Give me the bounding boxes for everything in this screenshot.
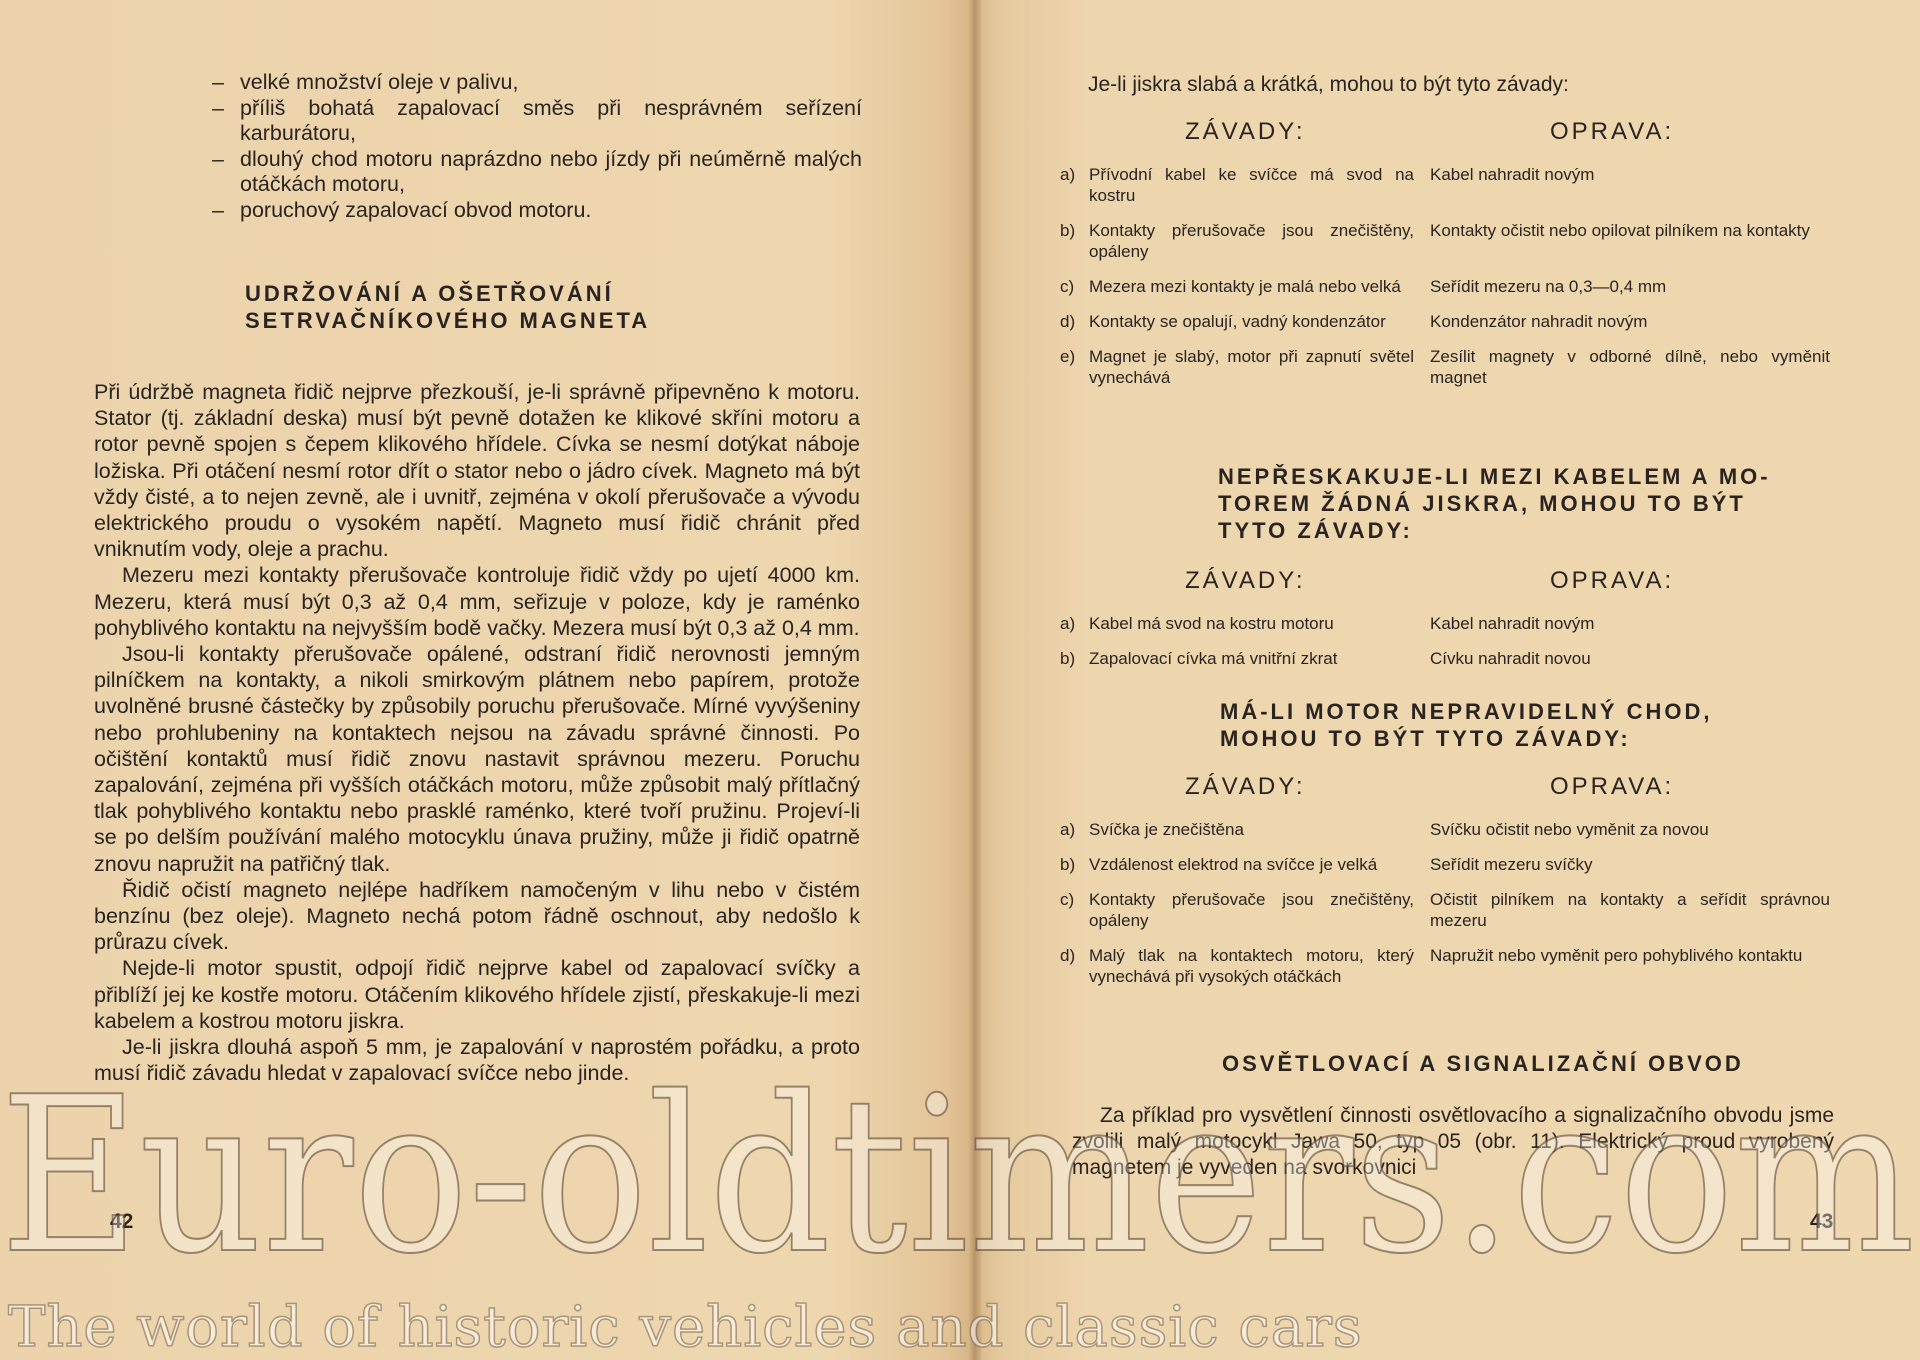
- repair-text: Seřídit mezeru svíčky: [1430, 855, 1593, 874]
- intro-sentence: Je-li jiskra slabá a krátká, mohou to být tyto závady:: [1088, 73, 1569, 96]
- table-row: [1060, 220, 1840, 262]
- row-label: d): [1060, 946, 1076, 965]
- page-number-right: 43: [1810, 1210, 1834, 1233]
- column-header-repair: OPRAVA:: [1550, 118, 1675, 145]
- row-label: c): [1060, 277, 1075, 296]
- row-label: a): [1060, 614, 1076, 633]
- table-row: [1060, 613, 1840, 634]
- fault-text: Svíčka je znečištěna: [1089, 820, 1244, 839]
- paragraph: Jsou-li kontakty přerušovače opálené, odstraní řidič nerovnosti jemným pilníčkem na kontakty, a nikoli smirkovým plátnem nebo papírem, protože uvolněné brusné částečky by způsobily poruchu přerušovače. Mírné vyvýšeniny nebo prohlubeniny na kontaktech nejsou na závadu správné činnosti. Po očištění kontaktů musí řidič znovu nastavit správnou mezeru. Poruchu zapalování, zejména při vyšších otáčkách motoru, může způsobit malý přítlačný tlak pohyblivého kontaktu nebo prasklé raménko, které tvoří pružinu. Projeví-li se po delším používání malého motocyklu únava pružiny, může ji řidič opatrně znovu napružit na patřičný tlak.: [94, 642, 860, 876]
- fault-table-weak-spark: [1060, 118, 1840, 388]
- paragraph: Nejde-li motor spustit, odpojí řidič nejprve kabel od zapalovací svíčky a přiblíží jej ke kostře motoru. Otáčením klikového hřídele zjistí, přeskakuje-li mezi kabelem a kostrou motoru jiskra.: [94, 956, 860, 1033]
- column-header-repair: OPRAVA:: [1550, 567, 1675, 594]
- column-header-faults: ZÁVADY:: [1185, 773, 1306, 800]
- section-heading-no-spark: [1218, 463, 1838, 544]
- heading-line: TOREM ŽÁDNÁ JISKRA, MOHOU TO BÝT: [1218, 491, 1746, 516]
- heading-line: NEPŘESKAKUJE-LI MEZI KABELEM A MO-: [1218, 464, 1771, 489]
- section-heading-lighting: OSVĚTLOVACÍ A SIGNALIZAČNÍ OBVOD: [1222, 1051, 1744, 1076]
- paragraph: Řidič očistí magneto nejlépe hadříkem namočeným v lihu nebo v čistém benzínu (bez oleje). Magneto nechá potom řádně oschnout, aby nedošlo k průrazu cívek.: [94, 877, 860, 955]
- section-heading-magneto: [245, 280, 845, 334]
- fault-text: Zapalovací cívka má vnitřní zkrat: [1089, 649, 1338, 668]
- fault-text: Kontakty se opalují, vadný kondenzátor: [1089, 312, 1386, 331]
- repair-text: Kabel nahradit novým: [1430, 614, 1595, 633]
- table-row: [1060, 164, 1840, 206]
- table-row: [1060, 819, 1840, 840]
- list-item: – velké množství oleje v palivu,: [212, 70, 862, 96]
- table-row: [1060, 945, 1840, 987]
- paragraph: Mezeru mezi kontakty přerušovače kontroluje řidič vždy po ujetí 4000 km. Mezeru, která musí být 0,3 až 0,4 mm, seřizuje v poloze, kdy je raménko pohyblivého kontaktu na nejvyšším bodě vačky. Mezera musí být 0,3 až 0,4 mm.: [94, 563, 860, 640]
- watermark-logo: [0, 1055, 1920, 1285]
- table-row: [1060, 854, 1840, 875]
- paragraph: Za příklad pro vysvětlení činnosti osvětlovacího a signalizačního obvodu jsme zvolili malý motocykl Jawa 50, typ 05 (obr. 11). Elektrický proud vyrobený magnetem je vyveden na svorkovnici: [1072, 1104, 1834, 1179]
- fault-table-no-spark: [1060, 567, 1840, 669]
- table-row: [1060, 889, 1840, 931]
- row-label: a): [1060, 820, 1076, 839]
- row-label: e): [1060, 347, 1076, 366]
- list-item: – příliš bohatá zapalovací směs při nesprávném seřízení karburátoru,: [212, 96, 862, 147]
- watermark-tagline: The world of historic vehicles and classic cars: [8, 1295, 1363, 1360]
- fault-text: Kabel má svod na kostru motoru: [1089, 614, 1334, 633]
- column-header-repair: OPRAVA:: [1550, 773, 1675, 800]
- repair-text: Kontakty očistit nebo opilovat pilníkem na kontakty: [1430, 221, 1810, 240]
- row-label: b): [1060, 855, 1076, 874]
- table-row: [1060, 346, 1840, 388]
- row-label: b): [1060, 221, 1076, 240]
- repair-text: Kondenzátor nahradit novým: [1430, 312, 1648, 331]
- table-row: [1060, 311, 1840, 332]
- table-row: [1060, 648, 1840, 669]
- fault-text: Magnet je slabý, motor při zapnutí světel vynechává: [1089, 347, 1414, 387]
- paragraph: Je-li jiskra dlouhá aspoň 5 mm, je zapalování v naprostém pořádku, a proto musí řidič závadu hledat v zapalovací svíčce nebo jinde.: [94, 1035, 860, 1086]
- fault-text: Kontakty přerušovače jsou znečištěny, opáleny: [1089, 221, 1414, 261]
- paragraph: Při údržbě magneta řidič nejprve přezkouší, je-li správně připevněno k motoru. Stator (tj. základní deska) musí být pevně dotažen ke klikové skříni motoru a rotor pevně spojen s čepem klikového hřídele. Cívka se nesmí dotýkat náboje ložiska. Při otáčení nesmí rotor dřít o stator nebo o jádro cívek. Magneto má být vždy čisté, a to nejen zevně, ale i uvnitř, zejména v okolí přerušovače a vývodu elektrického proudu o vysokém napětí. Magneto musí řidič chránit před vniknutím vody, oleje a prachu.: [94, 380, 860, 562]
- cause-list: [212, 70, 862, 223]
- fault-table-irregular-run: [1060, 773, 1840, 987]
- heading-line: MOHOU TO BÝT TYTO ZÁVADY:: [1220, 726, 1631, 751]
- page-number-left: 42: [110, 1210, 134, 1233]
- table-header: [1060, 773, 1840, 805]
- row-label: d): [1060, 312, 1076, 331]
- fault-text: Přívodní kabel ke svíčce má svod na kostru: [1089, 165, 1414, 205]
- list-item: – poruchový zapalovací obvod motoru.: [212, 198, 862, 224]
- repair-text: Svíčku očistit nebo vyměnit za novou: [1430, 820, 1709, 839]
- repair-text: Zesílit magnety v odborné dílně, nebo vyměnit magnet: [1430, 347, 1830, 387]
- row-label: c): [1060, 890, 1075, 909]
- heading-line: SETRVAČNÍKOVÉHO MAGNETA: [245, 308, 651, 333]
- repair-text: Napružit nebo vyměnit pero pohyblivého kontaktu: [1430, 946, 1803, 965]
- heading-line: UDRŽOVÁNÍ A OŠETŘOVÁNÍ: [245, 281, 614, 306]
- row-label: a): [1060, 165, 1076, 184]
- fault-text: Kontakty přerušovače jsou znečištěny, opáleny: [1089, 890, 1414, 930]
- table-header: [1060, 567, 1840, 599]
- list-item: – dlouhý chod motoru naprázdno nebo jízdy při neúměrně malých otáčkách motoru,: [212, 147, 862, 198]
- repair-text: Očistit pilníkem na kontakty a seřídit správnou mezeru: [1430, 890, 1830, 930]
- fault-text: Vzdálenost elektrod na svíčce je velká: [1089, 855, 1378, 874]
- column-header-faults: ZÁVADY:: [1185, 567, 1306, 594]
- repair-text: Kabel nahradit novým: [1430, 165, 1595, 184]
- fault-text: Malý tlak na kontaktech motoru, který vynechává při vysokých otáčkách: [1089, 946, 1414, 986]
- row-label: b): [1060, 649, 1076, 668]
- fault-text: Mezera mezi kontakty je malá nebo velká: [1089, 277, 1401, 296]
- column-header-faults: ZÁVADY:: [1185, 118, 1306, 145]
- watermark-logo-text: Euro-oldtimers.com: [0, 1055, 1915, 1285]
- heading-line: MÁ-LI MOTOR NEPRAVIDELNÝ CHOD,: [1220, 699, 1713, 724]
- heading-line: TYTO ZÁVADY:: [1218, 518, 1413, 543]
- table-header: [1060, 118, 1840, 150]
- repair-text: Cívku nahradit novou: [1430, 649, 1591, 668]
- repair-text: Seřídit mezeru na 0,3—0,4 mm: [1430, 277, 1667, 296]
- body-text-left: [94, 379, 860, 1086]
- section-heading-irregular-run: [1220, 698, 1840, 752]
- table-row: [1060, 276, 1840, 297]
